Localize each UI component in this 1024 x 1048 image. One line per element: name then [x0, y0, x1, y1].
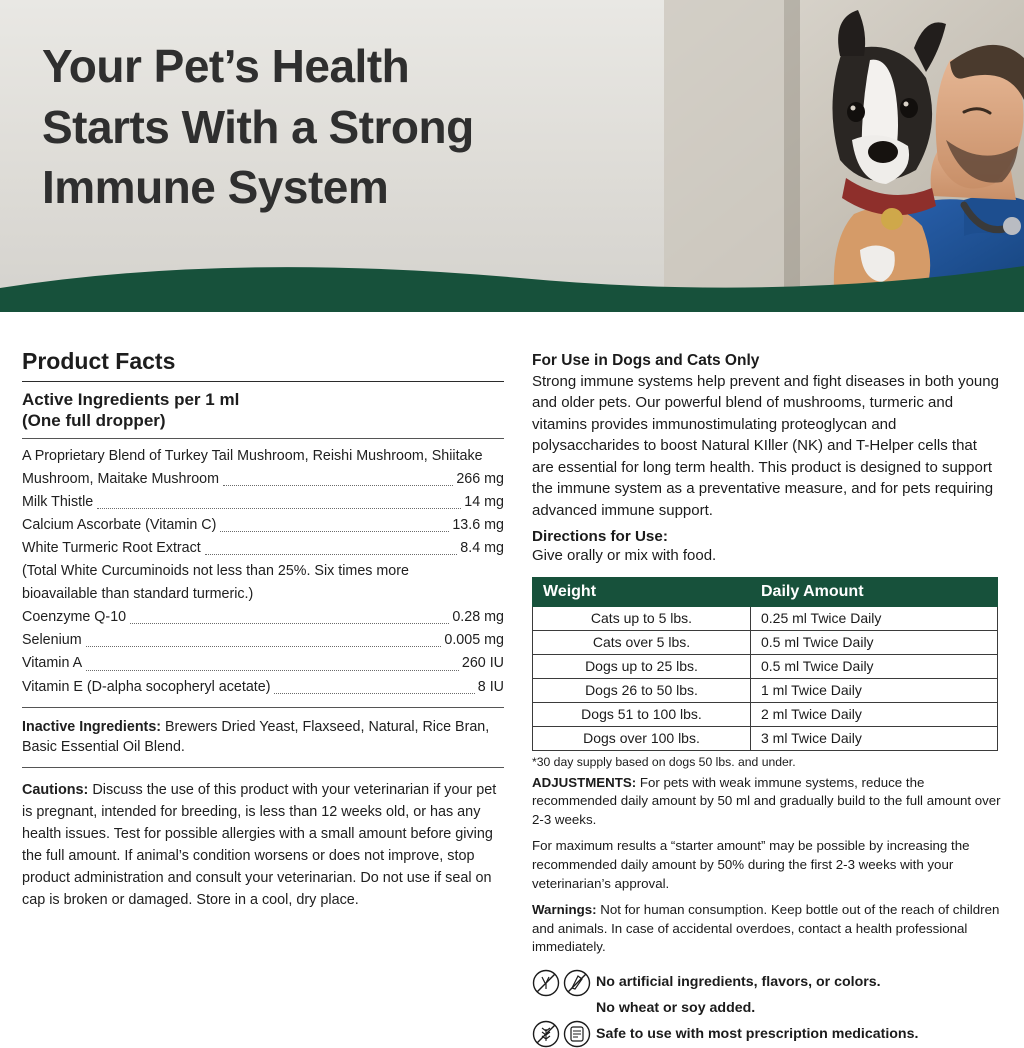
ingredient-row	[22, 629, 504, 652]
leader-dots	[274, 693, 474, 694]
divider-under-title	[22, 381, 504, 382]
table-row	[533, 726, 998, 750]
column-header-weight: Weight	[533, 577, 751, 606]
ingredient-row	[22, 514, 504, 537]
hero-banner	[0, 0, 1024, 312]
cell-weight: Dogs 51 to 100 lbs.	[533, 702, 751, 726]
cell-weight: Dogs over 100 lbs.	[533, 726, 751, 750]
green-wave-divider	[0, 258, 1024, 312]
leader-dots	[223, 485, 453, 486]
headline-line-3: Immune System	[42, 161, 389, 214]
claims-block	[532, 969, 1002, 1048]
ingredient-amount: 266 mg	[456, 470, 504, 487]
ingredient-amount: 8 IU	[477, 678, 504, 695]
ingredient-name: Selenium	[22, 632, 82, 649]
warnings-text: Not for human consumption. Keep bottle out of the reach of children and animals. In case of accidental overdoes, contact a health professional immediately.	[532, 902, 1000, 955]
inactive-ingredients	[22, 717, 504, 758]
leader-dots	[86, 646, 442, 647]
claim-icon-group-1	[532, 969, 596, 997]
table-row	[533, 702, 998, 726]
use-paragraph: Strong immune systems help prevent and fight diseases in both young and older pets. Our powerful blend of mushrooms, turmeric and vitamins provides immunostimulating proteoglycan and polysaccharides to boost Natural KIller (NK) and T-Helper cells that are essential for long term health. This product is designed to support the immune system as a preventative measure, and for pets requiring advanced immune support.	[532, 373, 999, 519]
product-facts-title: Product Facts	[22, 348, 176, 374]
right-column	[532, 352, 1002, 1048]
adjustments-block	[532, 774, 1002, 830]
ingredient-list	[22, 445, 504, 699]
hero-photo	[664, 0, 1024, 290]
ingredient-row	[22, 537, 504, 560]
table-header-row	[533, 577, 998, 606]
turmeric-note	[22, 560, 504, 606]
cell-weight: Cats up to 5 lbs.	[533, 606, 751, 630]
turmeric-note-line-1: (Total White Curcuminoids not less than 25%. Six times more	[22, 563, 409, 580]
claim-row-2	[532, 999, 1002, 1018]
active-heading-line-1: Active Ingredients per 1 ml	[22, 390, 240, 409]
leader-dots	[220, 531, 449, 532]
turmeric-note-line-2: bioavailable than standard turmeric.)	[22, 586, 254, 603]
ingredient-name: White Turmeric Root Extract	[22, 540, 201, 557]
claim-text-1: No artificial ingredients, flavors, or colors.	[596, 974, 881, 991]
ingredient-row	[22, 676, 504, 699]
adjustments-label: ADJUSTMENTS:	[532, 774, 637, 790]
inactive-ingredients-label: Inactive Ingredients:	[22, 718, 162, 735]
ingredient-name: Vitamin E (D-alpha socopheryl acetate)	[22, 678, 271, 695]
column-header-daily-amount: Daily Amount	[751, 577, 998, 606]
claim-text-2: No wheat or soy added.	[596, 999, 756, 1016]
table-row	[533, 606, 998, 630]
supply-footnote: *30 day supply based on dogs 50 lbs. and under.	[532, 754, 796, 769]
leader-dots	[86, 670, 459, 671]
maximum-results-text: For maximum results a “starter amount” may be possible by increasing the recommended daily amount by 50% during the first 2-3 weeks with your veterinarian’s approval.	[532, 838, 970, 891]
ingredient-amount: 8.4 mg	[460, 540, 504, 557]
cell-weight: Dogs up to 25 lbs.	[533, 654, 751, 678]
ingredient-name: Milk Thistle	[22, 493, 94, 510]
adjustments-text: For pets with weak immune systems, reduce the recommended daily amount by 50 ml and gradually build to the full amount over 2-3 weeks.	[532, 774, 1001, 827]
cell-weight: Dogs 26 to 50 lbs.	[533, 678, 751, 702]
blend-text: A Proprietary Blend of Turkey Tail Mushroom, Reishi Mushroom, Shiitake	[22, 447, 483, 464]
cautions-label: Cautions:	[22, 782, 89, 799]
claim-text-3: Safe to use with most prescription medications.	[596, 1025, 919, 1042]
product-facts-panel	[0, 330, 1024, 1042]
left-column	[22, 348, 504, 912]
divider-above-cautions	[22, 767, 504, 768]
cautions-text: Discuss the use of this product with your veterinarian if your pet is pregnant, intended for breeding, is less than 12 weeks old, or has any health issues. Test for possible allergies with a small amount before giving the full amount. If animal’s condition worsens or does not improve, stop product administration and consult your veterinarian. Do not use if seal on cap is broken or damaged. Store in a cool, dry place.	[22, 782, 497, 908]
ingredient-amount: 14 mg	[464, 493, 504, 510]
cell-weight: Cats over 5 lbs.	[533, 630, 751, 654]
directions-heading: Directions for Use:	[532, 528, 668, 546]
table-row	[533, 678, 998, 702]
ingredient-name: Mushroom, Maitake Mushroom	[22, 470, 220, 487]
table-row	[533, 630, 998, 654]
ingredient-row	[22, 491, 504, 514]
active-heading-line-2: (One full dropper)	[22, 411, 166, 431]
active-ingredients-heading	[22, 389, 504, 432]
ingredient-amount: 0.005 mg	[444, 632, 504, 649]
page-title	[42, 36, 662, 218]
ingredient-row-blend	[22, 468, 504, 491]
claim-row-1	[532, 969, 1002, 997]
ingredient-row	[22, 652, 504, 675]
prescription-safe-icon	[563, 1020, 591, 1048]
ingredient-amount: 13.6 mg	[452, 516, 504, 533]
divider-above-inactive	[22, 707, 504, 708]
claim-icon-group-3	[532, 1020, 596, 1048]
cell-amount: 3 ml Twice Daily	[751, 726, 998, 750]
cell-amount: 0.25 ml Twice Daily	[751, 606, 998, 630]
headline-line-1: Your Pet’s Health	[42, 40, 410, 92]
directions-text: Give orally or mix with food.	[532, 547, 717, 565]
warnings-block	[532, 901, 1002, 957]
ingredient-name: Calcium Ascorbate (Vitamin C)	[22, 516, 217, 533]
no-wheat-icon	[532, 1020, 560, 1048]
dosage-table	[532, 577, 998, 751]
cell-amount: 0.5 ml Twice Daily	[751, 630, 998, 654]
use-heading: For Use in Dogs and Cats Only	[532, 352, 760, 369]
ingredient-name: Coenzyme Q-10	[22, 609, 127, 626]
warnings-label: Warnings:	[532, 902, 597, 918]
leader-dots	[130, 623, 449, 624]
ingredient-amount: 260 IU	[461, 655, 504, 672]
cell-amount: 2 ml Twice Daily	[751, 702, 998, 726]
ingredient-row	[22, 606, 504, 629]
cautions-block	[22, 780, 504, 911]
table-row	[533, 654, 998, 678]
ingredient-amount: 0.28 mg	[452, 609, 504, 626]
cell-amount: 0.5 ml Twice Daily	[751, 654, 998, 678]
divider-under-active-heading	[22, 438, 504, 439]
claim-row-3	[532, 1020, 1002, 1048]
ingredient-name: Vitamin A	[22, 655, 83, 672]
no-colors-icon	[563, 969, 591, 997]
inactive-ingredients-text: Brewers Dried Yeast, Flaxseed, Natural, Rice Bran, Basic Essential Oil Blend.	[22, 718, 490, 755]
cell-amount: 1 ml Twice Daily	[751, 678, 998, 702]
leader-dots	[205, 554, 458, 555]
headline-line-2: Starts With a Strong	[42, 100, 474, 153]
leader-dots	[97, 508, 461, 509]
no-artificial-ingredients-icon	[532, 969, 560, 997]
